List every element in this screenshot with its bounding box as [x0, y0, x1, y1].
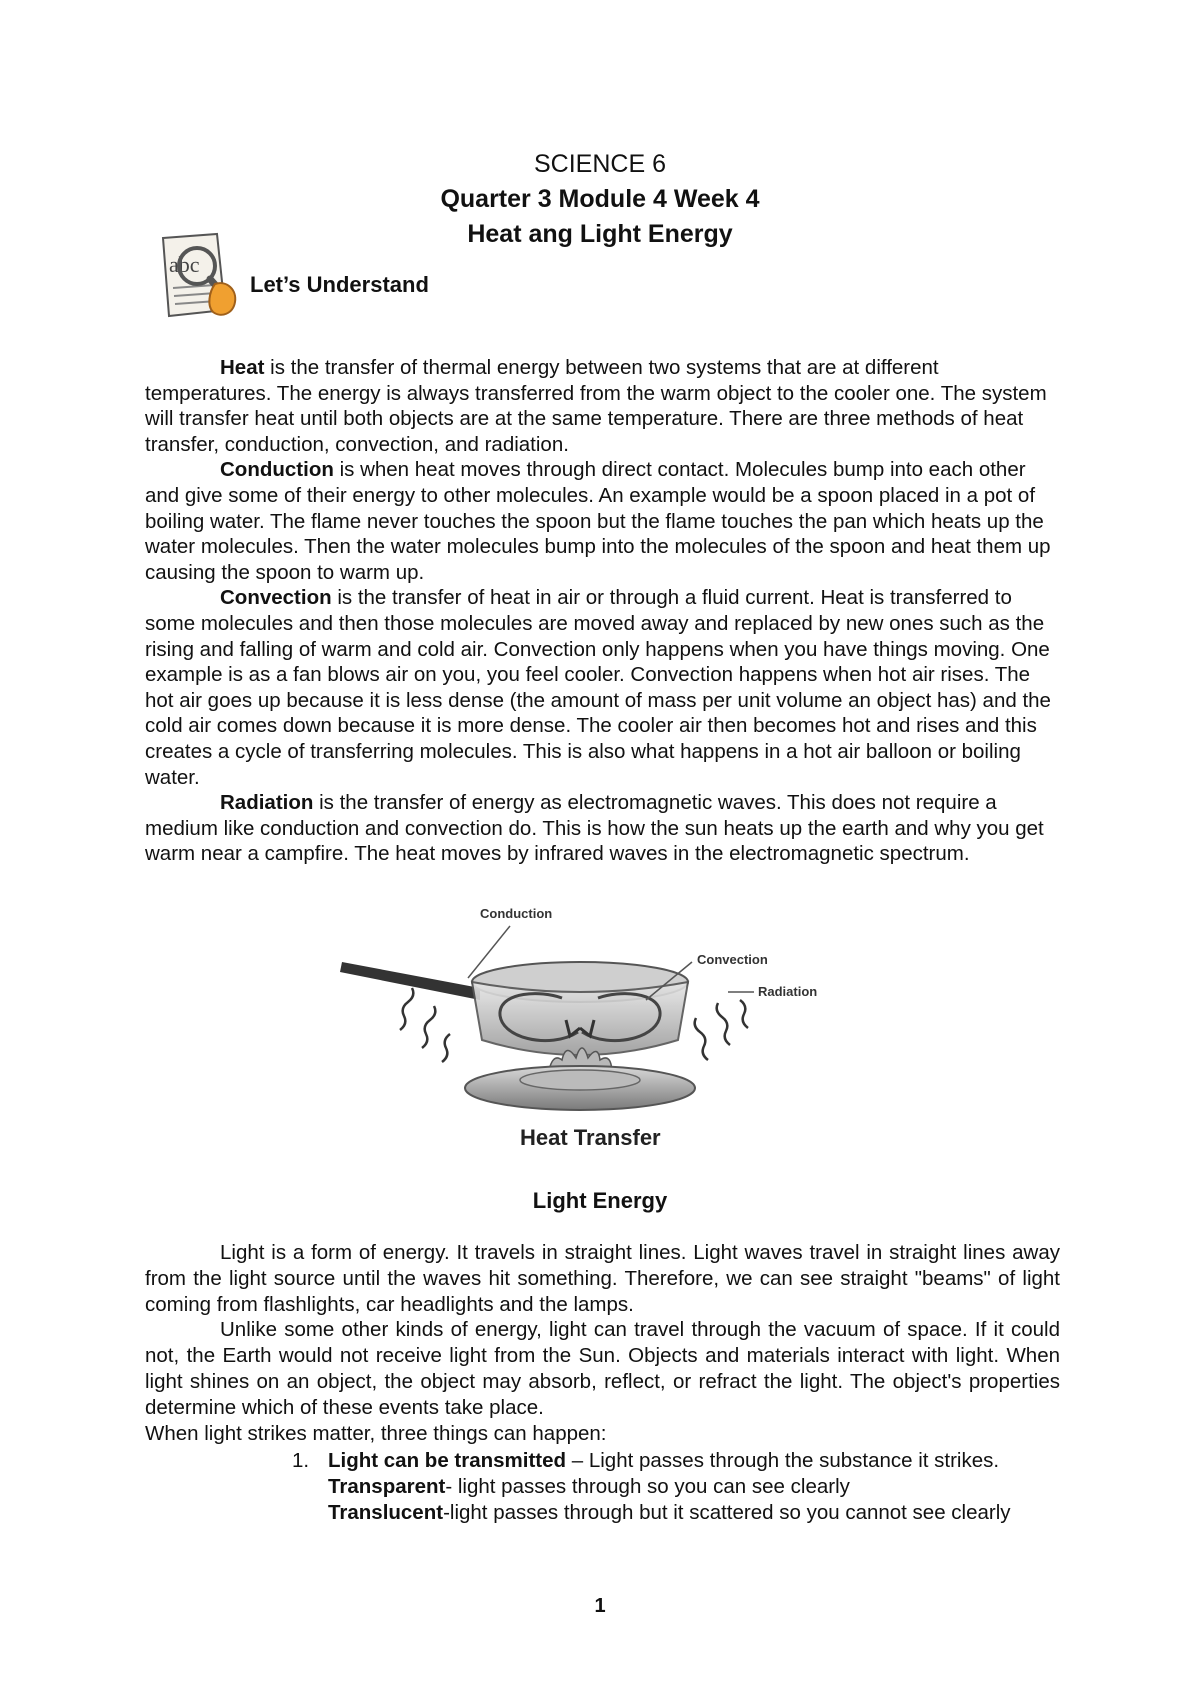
list-item [292, 1448, 1060, 1525]
magnifier-document-icon [155, 232, 245, 324]
section-label: Let’s Understand [250, 272, 429, 297]
light-list [292, 1448, 1060, 1525]
figure-label-convection: Convection [697, 952, 768, 967]
translucent-line [292, 1500, 1060, 1526]
figure-title: Heat Transfer [520, 1125, 661, 1150]
conduction-paragraph [145, 457, 1060, 585]
translucent-term: Translucent [328, 1500, 444, 1524]
subject-title: SCIENCE 6 [534, 150, 666, 178]
svg-text:abc: abc [169, 252, 200, 277]
module-title: Quarter 3 Module 4 Week 4 [440, 185, 760, 213]
heat-transfer-figure [330, 900, 850, 1155]
conduction-term: Conduction [220, 458, 334, 482]
convection-text: is the transfer of heat in air or through a fluid current. Heat is transferred to some molecules and then those molecules are moved away and replaced by new ones such as the rising and falling of warm and cold air. Convection only happens when you have things moving. One example is as a fan blows air on you, you feel cooler. Convection happens when hot air rises. The hot air goes up because it is less dense (the amount of mass per unit volume an object has) and the cold air comes down because it is more dense. The cooler air then becomes hot and rises and this creates a cycle of transferring molecules. This is also what happens in a hot air balloon or boiling water. [145, 586, 1051, 789]
transparent-text: - light passes through so you can see clearly [445, 1474, 850, 1498]
heat-text: is the transfer of thermal energy between two systems that are at different temperatures. The energy is always transferred from the warm object to the cooler one. The system will transfer heat until both objects are at the same temperature. There are three methods of heat transfer, conduction, convection, and radiation. [145, 356, 1047, 456]
heat-term: Heat [220, 356, 265, 379]
conduction-text: is when heat moves through direct contact. Molecules bump into each other and give some of their energy to other molecules. An example would be a spoon placed in a pot of boiling water. The flame never touches the spoon but the flame touches the pan which heats up the water molecules. Then the water molecules bump into the molecules of the spoon and heat them up causing the spoon to warm up. [145, 458, 1051, 584]
list-item-main [292, 1448, 1060, 1474]
radiation-paragraph [145, 790, 1060, 867]
translucent-text: -light passes through but it scattered so you cannot see clearly [443, 1500, 1011, 1524]
figure-label-conduction: Conduction [480, 906, 553, 921]
transmitted-term: Light can be transmitted [328, 1449, 567, 1472]
list-item-number: 1. [292, 1449, 310, 1472]
radiation-text: is the transfer of energy as electromagnetic waves. This does not require a medium like conduction and convection do. This is how the sun heats up the earth and why you get warm near a campfire. The heat moves by infrared waves in the electromagnetic spectrum. [145, 791, 1044, 866]
light-body-text [145, 1240, 1060, 1446]
transmitted-text: – Light passes through the substance it strikes. [566, 1449, 1000, 1472]
list-intro: When light strikes matter, three things can happen: [145, 1421, 607, 1445]
light-paragraph-2: Unlike some other kinds of energy, light can travel through the vacuum of space. If it could not, the Earth would not receive light from the Sun. Objects and materials interact with light. When light shines on an object, the object may absorb, reflect, or refract the light. The object's properties determine which of these events take place. [145, 1318, 1060, 1419]
heat-transfer-illustration [330, 900, 850, 1125]
convection-paragraph [145, 585, 1060, 790]
page-number: 1 [594, 1595, 606, 1617]
light-paragraph-1: Light is a form of energy. It travels in straight lines. Light waves travel in straight lines away from the light source until the waves hit something. Therefore, we can see straight "beams" of light coming from flashlights, car headlights and the lamps. [145, 1241, 1060, 1316]
light-energy-heading: Light Energy [532, 1188, 668, 1213]
topic-title: Heat ang Light Energy [467, 220, 733, 248]
radiation-term: Radiation [220, 791, 314, 815]
heat-body-text [145, 355, 1060, 867]
transparent-term: Transparent [328, 1474, 446, 1498]
transparent-line [292, 1474, 1060, 1500]
title-block [300, 147, 900, 252]
convection-term: Convection [220, 586, 332, 610]
heat-paragraph [145, 355, 1060, 457]
figure-label-radiation: Radiation [758, 984, 818, 999]
